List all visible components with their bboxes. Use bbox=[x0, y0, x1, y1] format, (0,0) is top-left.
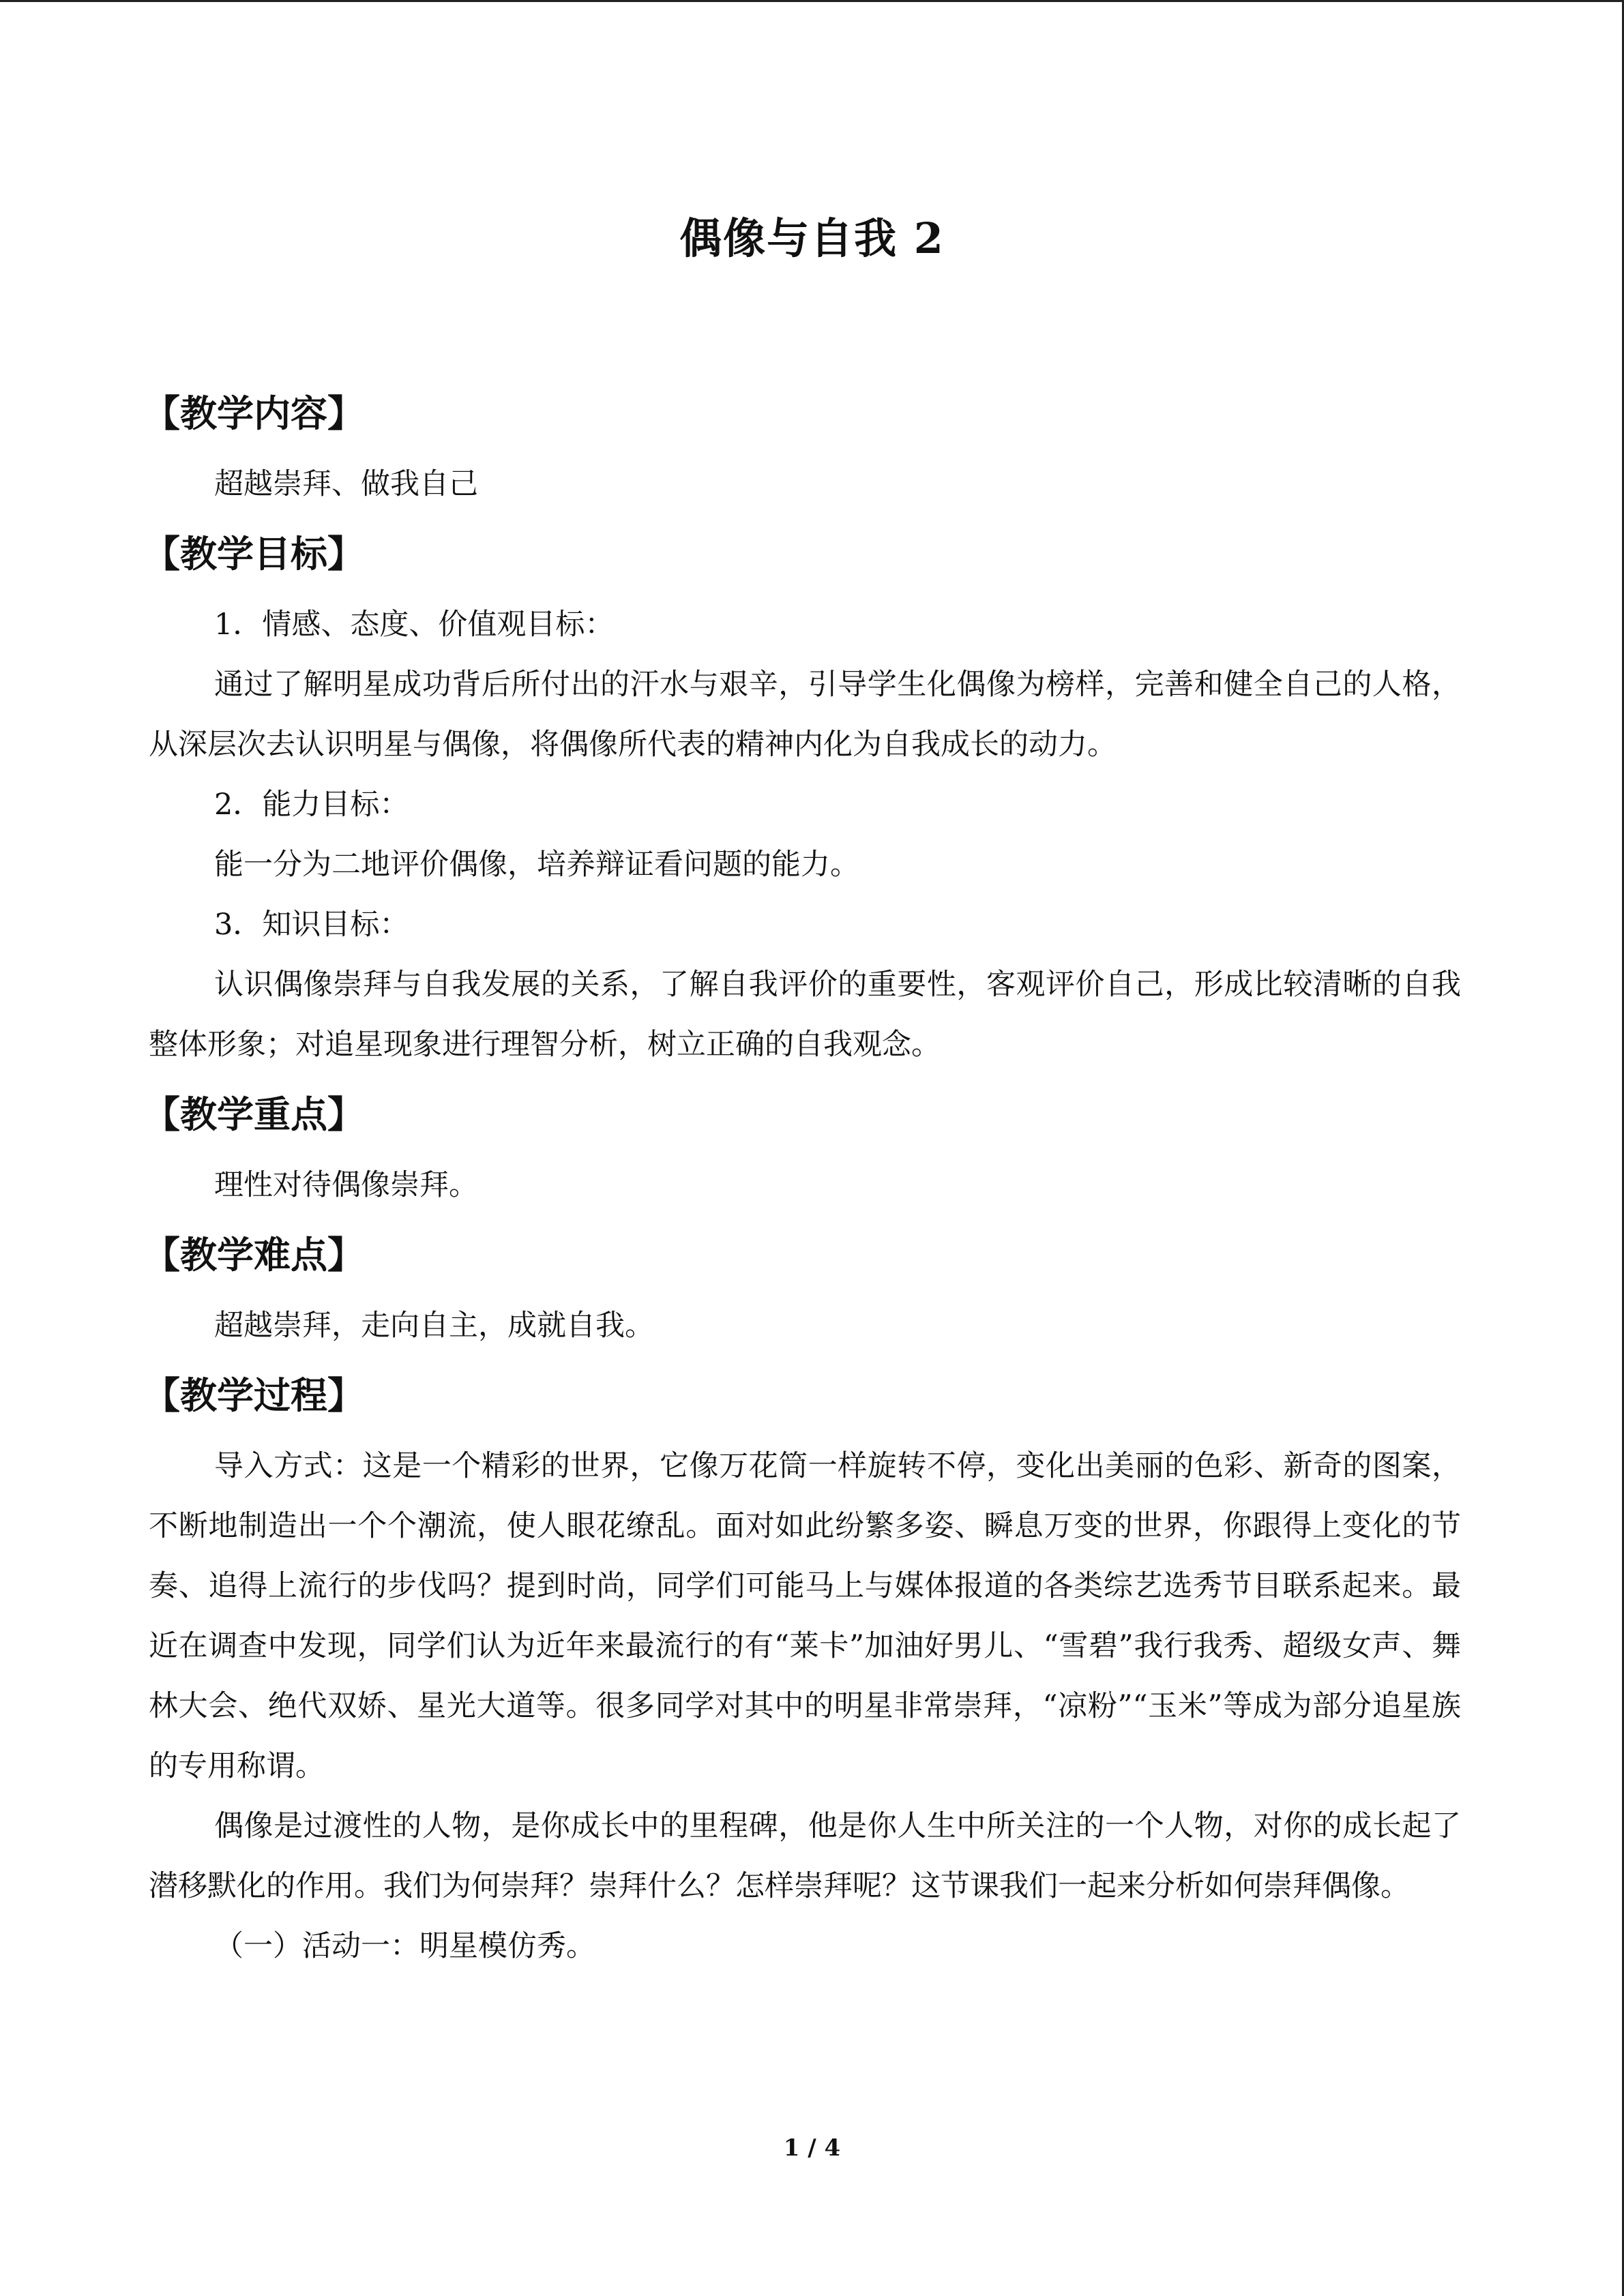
page-border-top bbox=[0, 0, 1624, 2]
document-body bbox=[143, 379, 1461, 1976]
section-heading-key-points: 【教学重点】 bbox=[143, 1092, 364, 1136]
document-title: 偶像与自我 2 bbox=[679, 213, 945, 263]
paragraph: 认识偶像崇拜与自我发展的关系，了解自我评价的重要性，客观评价自己，形成比较清晰的自我整体形象；对追星现象进行理智分析，树立正确的自我观念。 bbox=[149, 968, 1461, 1062]
paragraph: 超越崇拜，走向自主，成就自我。 bbox=[214, 1309, 654, 1343]
paragraph: 偶像是过渡性的人物，是你成长中的里程碑，他是你人生中所关注的一个人物，对你的成长起了潜移默化的作用。我们为何崇拜？崇拜什么？怎样崇拜呢？这节课我们一起来分析如何崇拜偶像。 bbox=[149, 1809, 1461, 1903]
paragraph: 通过了解明星成功背后所付出的汗水与艰辛，引导学生化偶像为榜样，完善和健全自己的人格，从深层次去认识明星与偶像，将偶像所代表的精神内化为自我成长的动力。 bbox=[149, 668, 1461, 762]
paragraph: 1．情感、态度、价值观目标： bbox=[214, 608, 615, 642]
paragraph: 2．能力目标： bbox=[214, 788, 409, 822]
paragraph: 导入方式：这是一个精彩的世界，它像万花筒一样旋转不停，变化出美丽的色彩、新奇的图案，不断地制造出一个个潮流，使人眼花缭乱。面对如此纷繁多姿、瞬息万变的世界，你跟得上变化的节奏、追得上流行的步伐吗？提到时尚，同学们可能马上与媒体报道的各类综艺选秀节目联系起来。最近在调查中发现，同学们认为近年来最流行的有“莱卡”加油好男儿、“雪碧”我行我秀、超级女声、舞林大会、绝代双娇、星光大道等。很多同学对其中的明星非常崇拜，“凉粉”“玉米”等成为部分追星族的专用称谓。 bbox=[149, 1449, 1461, 1783]
paragraph: 理性对待偶像崇拜。 bbox=[214, 1168, 478, 1202]
paragraph: 能一分为二地评价偶像，培养辩证看问题的能力。 bbox=[214, 848, 859, 882]
page-number: 1 / 4 bbox=[783, 2134, 841, 2162]
paragraph: （一）活动一：明星模仿秀。 bbox=[214, 1929, 595, 1963]
section-heading-difficulties: 【教学难点】 bbox=[143, 1233, 364, 1277]
paragraph: 3．知识目标： bbox=[214, 908, 409, 942]
section-heading-goals: 【教学目标】 bbox=[143, 532, 364, 576]
paragraph: 超越崇拜、做我自己 bbox=[214, 467, 478, 501]
section-heading-content: 【教学内容】 bbox=[143, 391, 364, 435]
section-heading-process: 【教学过程】 bbox=[143, 1373, 364, 1417]
